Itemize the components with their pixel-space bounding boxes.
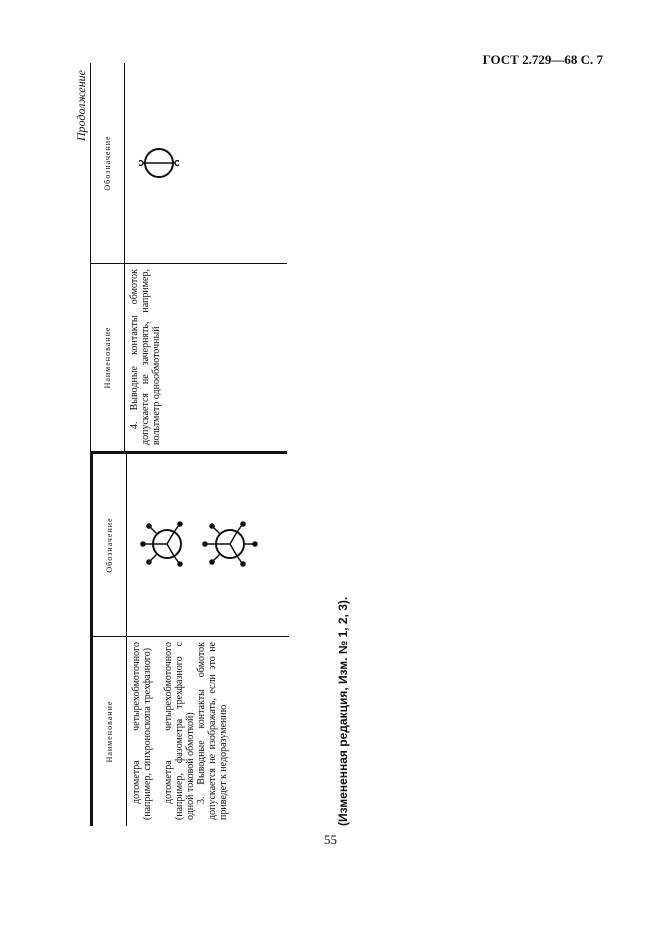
entry-note-3: 3. Выводные контакты обмоток допускается не изображать, если это не приведет к недоразумению: [196, 642, 229, 820]
entry-four-winding-synchroscope: дотометра четырехобмоточного (например, синхроноскопа трехфазного): [131, 642, 153, 820]
entry-four-winding-phasemeter: дотометра четырехобмоточного (например, фазометра трехфазного с одной токовой обмоткой): [163, 642, 196, 820]
table-right-half: [90, 63, 287, 454]
column-header-symbol-left: Обозначение: [93, 454, 127, 636]
continuation-label: Продолжение: [74, 70, 88, 142]
symbol-column-left: [93, 454, 289, 636]
names-cell-right: [125, 264, 162, 451]
phasemeter-symbol-icon: [199, 516, 261, 572]
name-column-left: [93, 636, 289, 826]
column-header-symbol-right: Обозначение: [91, 63, 125, 263]
symbol-column-right: [91, 63, 287, 263]
document-header: ГОСТ 2.729—68 С. 7: [482, 52, 603, 67]
entry-note-4: 4. Выводные контакты обмоток допускается не зачернять, например, вольтметр однообмоточный: [129, 269, 162, 445]
table-left-half: [90, 454, 289, 826]
synchroscope-symbol-icon: [139, 516, 195, 572]
rotated-content: [68, 66, 638, 826]
amendment-note: (Измененная редакция, Изм. № 1, 2, 3).: [336, 596, 350, 826]
column-header-name-right: Наименование: [91, 264, 125, 451]
symbols-table: [90, 66, 286, 826]
name-column-right: [91, 263, 287, 451]
voltmeter-symbol-icon: [139, 123, 179, 203]
column-header-name-left: Наименование: [93, 637, 127, 826]
names-cell-left: [127, 637, 229, 826]
page-number: 55: [324, 832, 337, 847]
